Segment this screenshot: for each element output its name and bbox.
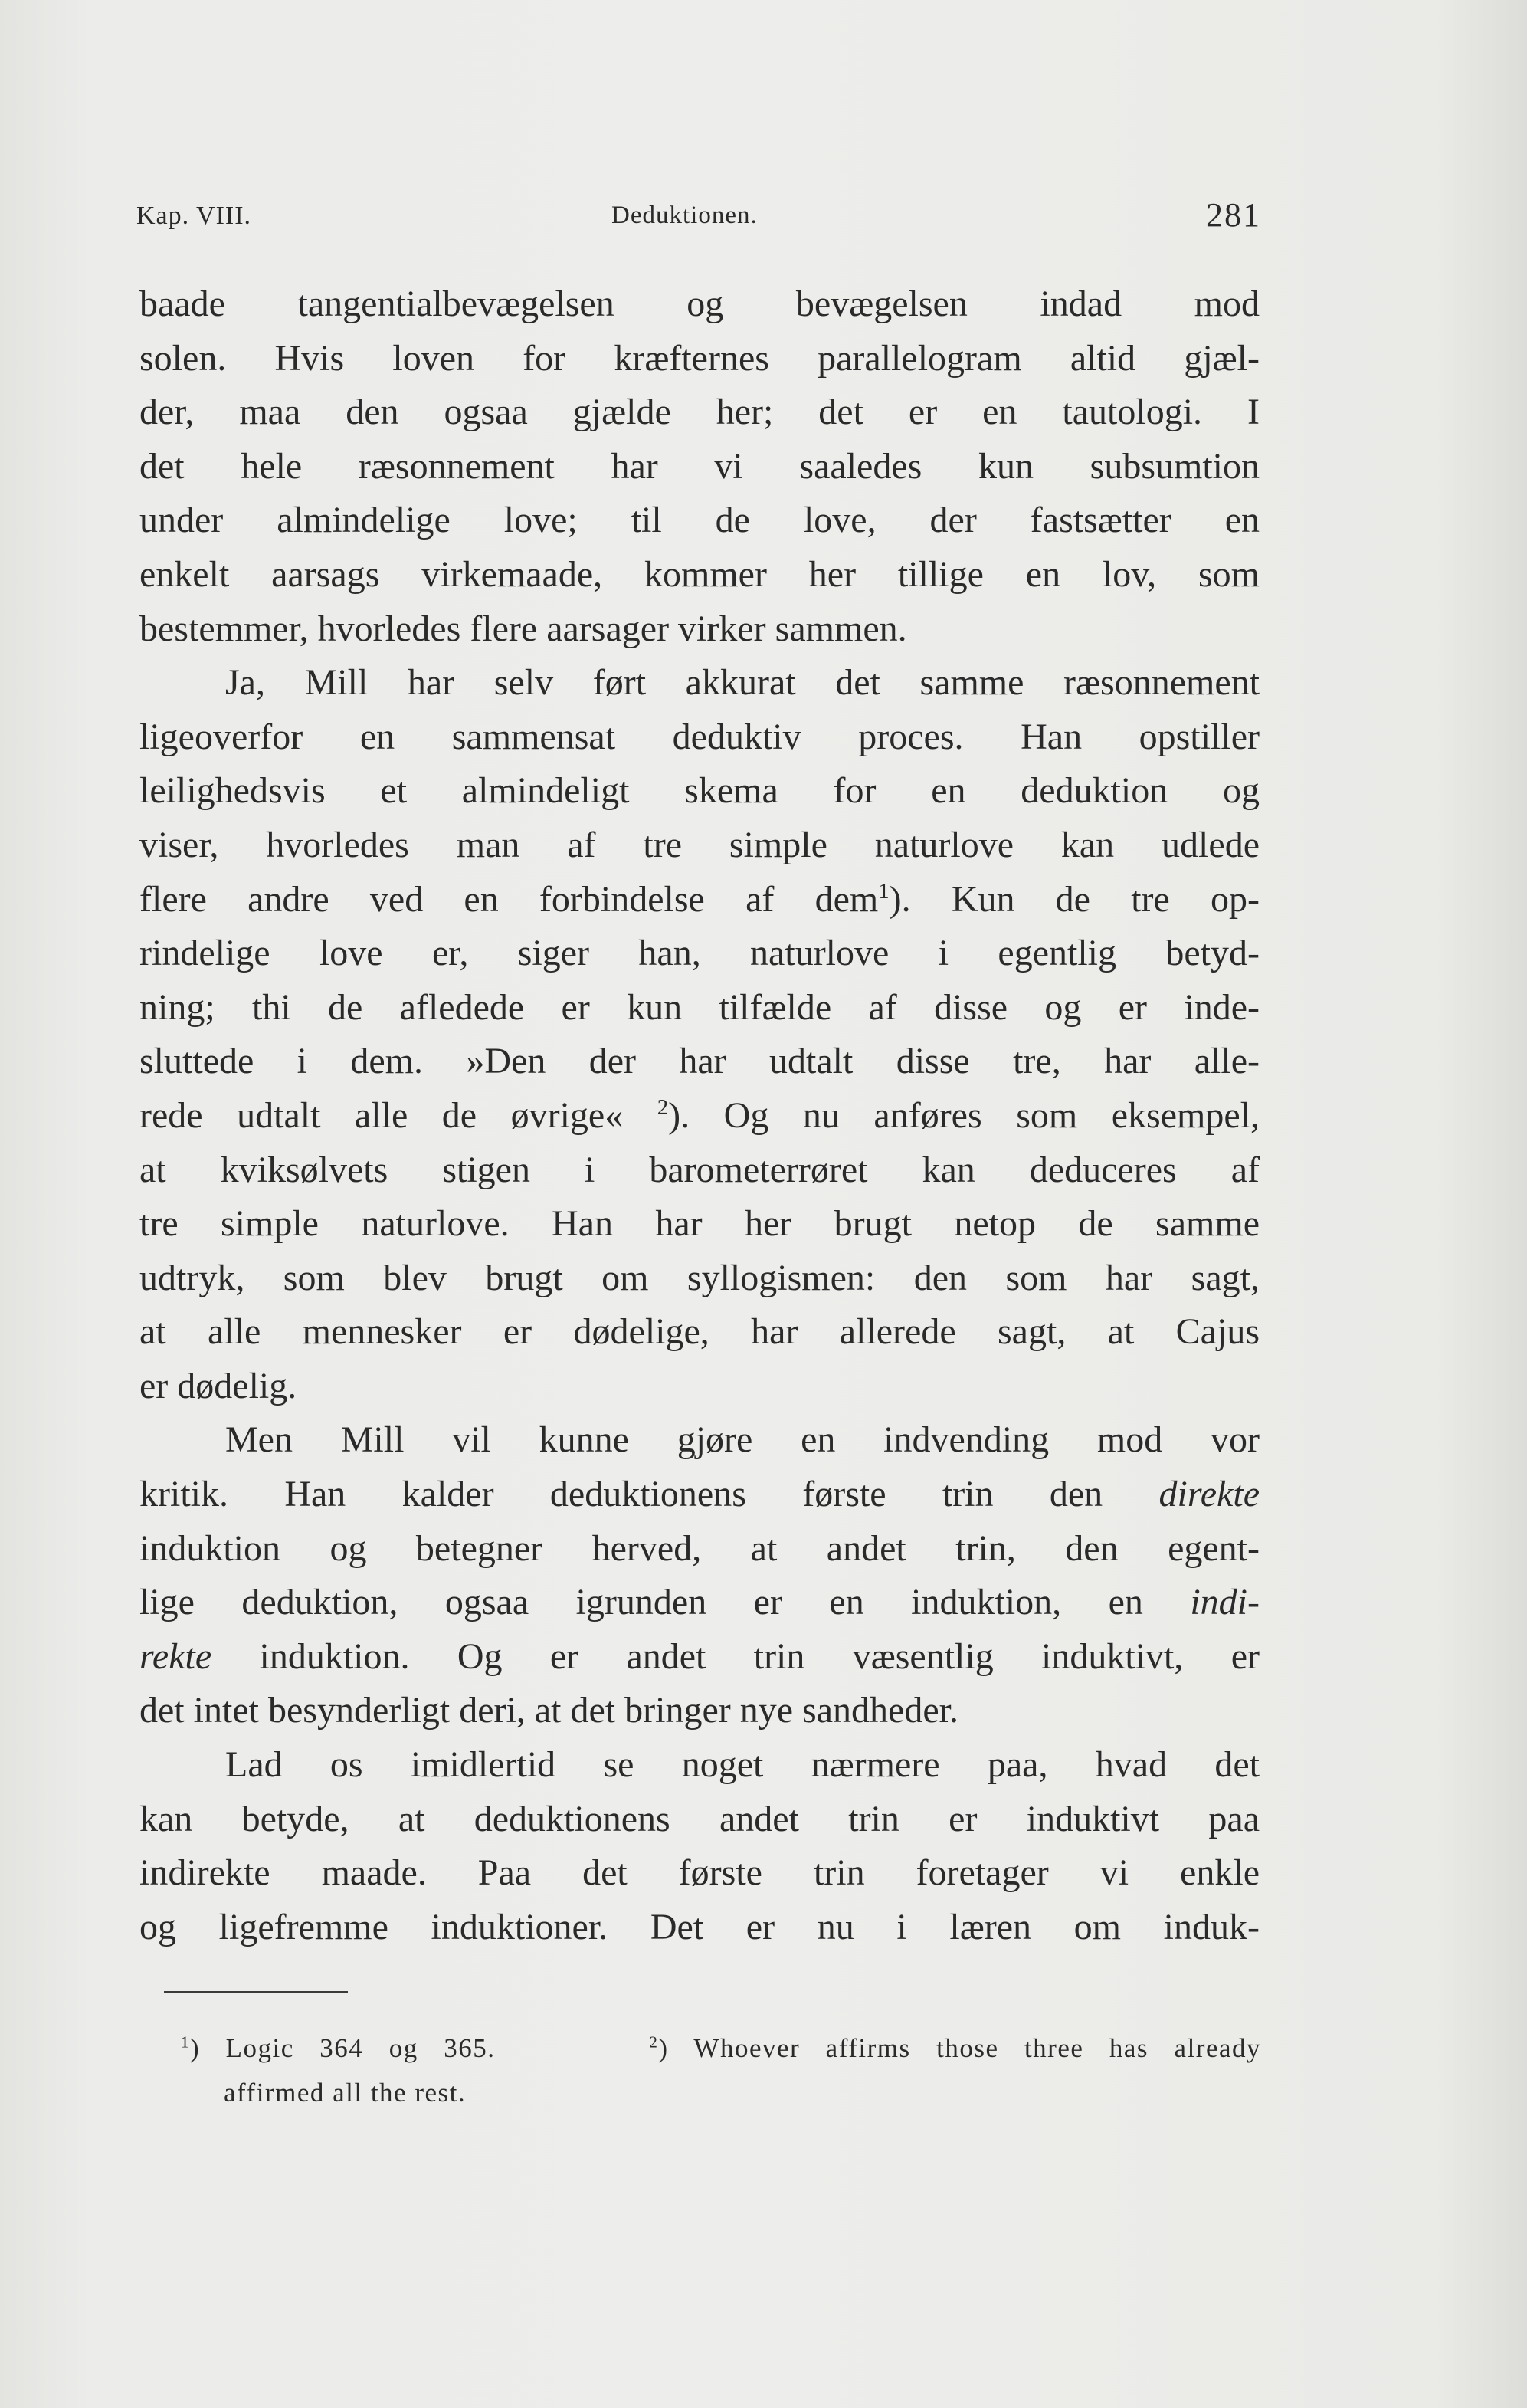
chapter-title: Deduktionen. <box>611 202 758 229</box>
text-line <box>139 1630 1260 1685</box>
footnote-reference: 1 <box>878 878 890 904</box>
text-line: leilighedsvis et almindeligt skema for en deduktion og <box>139 770 1260 812</box>
footnotes <box>181 2026 1261 2115</box>
page-number: 281 <box>1206 196 1261 234</box>
text-line <box>139 1576 1260 1630</box>
text-line: og ligefremme induktioner. Det er nu i læren om induk- <box>139 1906 1260 1947</box>
text-line: ligeoverfor en sammensat deduktiv proces. Han opstiller <box>139 716 1260 757</box>
italic-word: rekte <box>139 1635 212 1677</box>
text-line: udtryk, som blev brugt om syllogismen: den som har sagt, <box>139 1257 1260 1298</box>
footnote-text: ) Logic 364 og 365. <box>190 2033 496 2063</box>
running-head <box>136 195 1261 241</box>
text-line: induktion og betegner herved, at andet trin, den egent- <box>139 1527 1260 1569</box>
text-line: at kviksølvets stigen i barometerrøret kan deduceres af <box>139 1149 1260 1190</box>
italic-word: direkte <box>1158 1474 1260 1515</box>
line-text: ). Og nu anføres som eksempel, <box>668 1094 1260 1136</box>
text-line: baade tangentialbevægelsen og bevægelsen indad mod <box>139 284 1260 324</box>
text-line: det intet besynderligt deri, at det bringer nye sandheder. <box>139 1690 958 1731</box>
line-text: kritik. Han kalder deduktionens første trin den <box>139 1474 1103 1515</box>
text-line: indirekte maade. Paa det første trin foretager vi enkle <box>139 1852 1260 1894</box>
text-line: enkelt aarsags virkemaade, kommer her tillige en lov, som <box>139 553 1260 595</box>
line-text: induktion. Og er andet trin væsentlig induktivt, er <box>259 1635 1260 1677</box>
chapter-label: Kap. VIII. <box>136 202 252 230</box>
text-line: rindelige love er, siger han, naturlove i egentlig betyd- <box>139 933 1260 974</box>
text-line: kan betyde, at deduktionens andet trin er induktivt paa <box>139 1798 1260 1839</box>
text-line: er dødelig. <box>139 1365 297 1406</box>
text-line: Men Mill vil kunne gjøre en indvending mod vor <box>225 1419 1260 1461</box>
text-line: sluttede i dem. »Den der har udtalt disse tre, har alle- <box>139 1041 1260 1082</box>
footnote-reference: 2 <box>657 1094 669 1120</box>
text-line: at alle mennesker er dødelige, har allerede sagt, at Cajus <box>139 1311 1260 1353</box>
footnote-2 <box>649 2033 1261 2063</box>
text-line: tre simple naturlove. Han har her brugt netop de samme <box>139 1203 1260 1245</box>
text-line: der, maa den ogsaa gjælde her; det er en tautologi. I <box>139 392 1260 433</box>
text-line: det hele ræsonnement har vi saaledes kun subsumtion <box>139 445 1260 487</box>
footnote-line <box>181 2026 1261 2071</box>
footnote-marker: 1 <box>181 2032 190 2052</box>
text-line: bestemmer, hvorledes flere aarsager virker sammen. <box>139 608 907 649</box>
text-line: Lad os imidlertid se noget nærmere paa, hvad det <box>225 1744 1260 1786</box>
text-line: ning; thi de afledede er kun tilfælde af disse og er inde- <box>139 986 1260 1028</box>
footnote-1 <box>181 2033 496 2063</box>
italic-word: indi- <box>1190 1582 1260 1623</box>
text-line <box>139 873 1260 927</box>
footnote-marker: 2 <box>649 2032 659 2052</box>
line-text: rede udtalt alle de øvrige« <box>139 1094 624 1136</box>
footnote-text: ) Whoever affirms those three has already <box>658 2033 1262 2063</box>
footnote-divider <box>164 1991 348 1993</box>
text-line: Ja, Mill har selv ført akkurat det samme ræsonnement <box>225 662 1260 704</box>
text-line: under almindelige love; til de love, der fastsætter en <box>139 500 1260 541</box>
footnote-continuation: affirmed all the rest. <box>224 2078 467 2108</box>
text-line: viser, hvorledes man af tre simple naturlove kan udlede <box>139 824 1260 865</box>
body-text <box>139 277 1260 1954</box>
line-text: lige deduktion, ogsaa igrunden er en induktion, en <box>139 1582 1143 1623</box>
text-line <box>139 1089 1260 1143</box>
line-text: ). Kun de tre op- <box>889 878 1260 920</box>
text-line: solen. Hvis loven for kræfternes parallelogram altid gjæl- <box>139 337 1260 379</box>
line-text: flere andre ved en forbindelse af dem <box>139 878 879 920</box>
text-line <box>139 1468 1260 1522</box>
